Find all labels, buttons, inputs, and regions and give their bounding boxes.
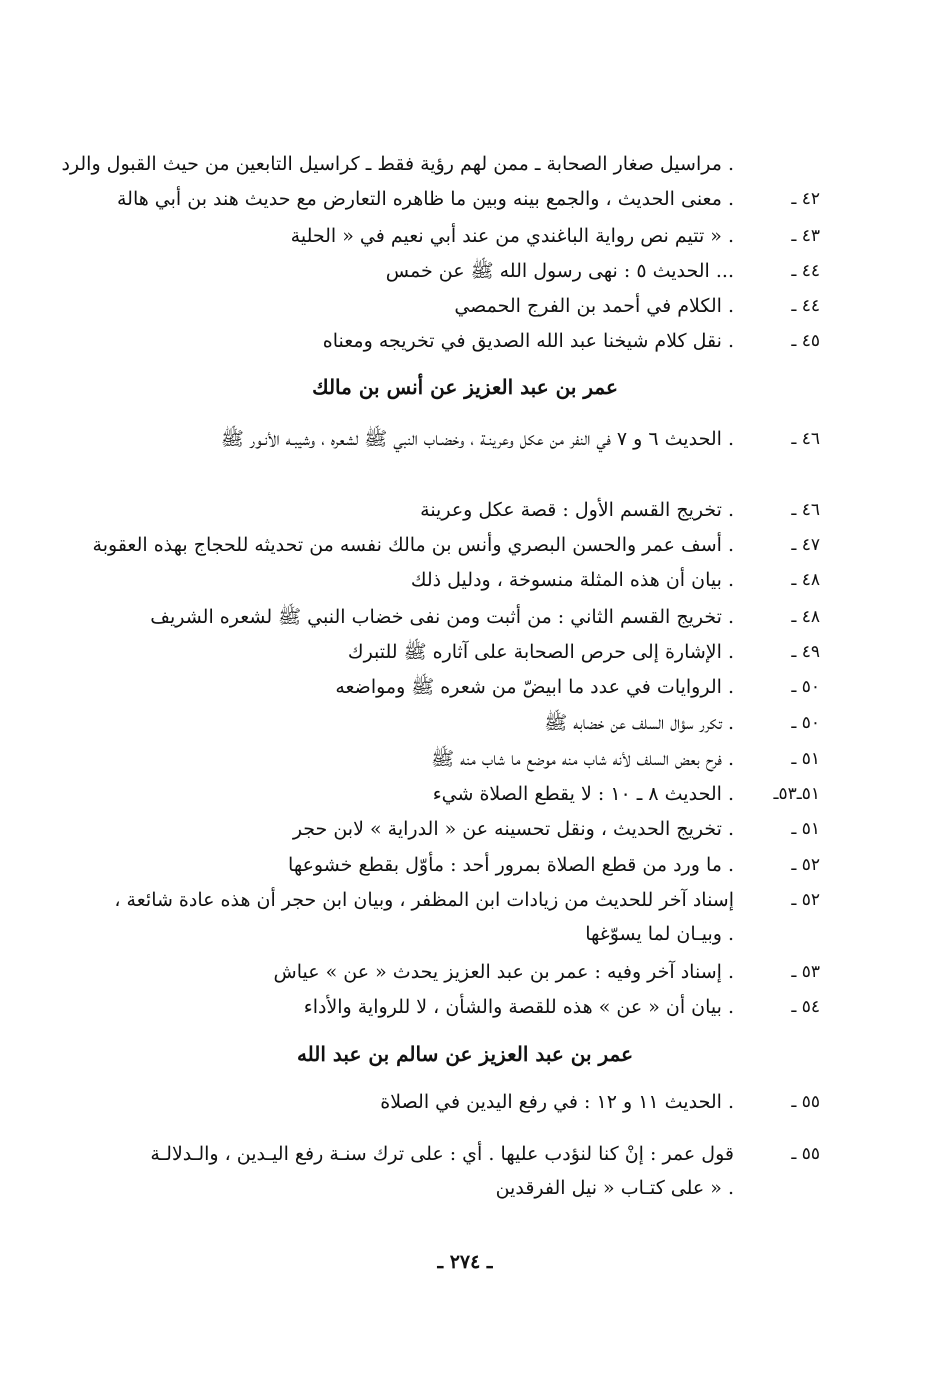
entry-page-number: ٤٨ ـ <box>791 607 820 627</box>
section-heading: عمر بن عبد العزيز عن أنس بن مالك <box>312 375 618 399</box>
entry-page-number: ٤٨ ـ <box>791 570 820 590</box>
entry-text: الكلام في أحمد بن الفرج الحمصي . <box>454 295 734 317</box>
entry-page-number: ٤٤ ـ <box>791 261 820 281</box>
entry-text: أسف عمر والحسن البصري وأنس بن مالك نفسه من تحديثه للحجاج بهذه العقوبة . <box>92 534 734 556</box>
entry-page-number: ٤٥ ـ <box>791 331 820 351</box>
entry-text: تخريج القسم الأول : قصة عكل وعرينة . <box>420 499 734 521</box>
entry-text: ما ورد من قطع الصلاة بمرور أحد : مأوّل بقطع خشوعها . <box>288 854 734 876</box>
entry-text: تتيم نص رواية الباغندي من عند أبي نعيم في « الحلية » . <box>290 225 734 247</box>
entry-page-number: ٥٢ ـ <box>791 855 820 875</box>
entry-page-number: ٤٦ ـ <box>791 500 820 520</box>
entry-page-number: ٥٠ ـ <box>791 677 820 697</box>
entry-text: الحديث ١١ و ١٢ : في رفع اليدين في الصلاة . <box>380 1091 734 1113</box>
entry-page-number: ٤٤ ـ <box>791 296 820 316</box>
entry-page-number: ٥٠ ـ <box>791 713 820 733</box>
entry-text: تخريج الحديث ، ونقل تحسينه عن « الدراية » لابن حجر . <box>292 818 734 840</box>
entry-text: الإشارة إلى حرص الصحابة على آثاره ﷺ للتبرك . <box>347 641 734 663</box>
entry-text: تكرر سؤال السلف عن خضابه ﷺ . <box>544 712 734 734</box>
entry-text: معنى الحديث ، والجمع بينه وبين ما ظاهره التعارض مع حديث هند بن أبي هالة . <box>116 188 734 210</box>
entry-page-number: ٥٥ ـ <box>791 1144 820 1164</box>
entry-page-number: ٥١ـ٥٣ـ <box>773 784 820 804</box>
entry-page-number: ٤٢ ـ <box>791 189 820 209</box>
entry-page-number: ٥٤ ـ <box>791 997 820 1017</box>
entry-page-number: ٥٥ ـ <box>791 1092 820 1112</box>
entry-text: الحديث ٥ : نهى رسول الله ﷺ عن خمس ... <box>385 260 734 282</box>
entry-page-number: ٥٣ ـ <box>791 962 820 982</box>
section-heading: عمر بن عبد العزيز عن سالم بن عبد الله <box>296 1042 634 1066</box>
entry-text: بيان أن هذه المثلة منسوخة ، ودليل ذلك . <box>410 569 734 591</box>
entry-text: مراسيل صغار الصحابة ـ ممن لهم رؤية فقط ـ كراسيل التابعين من حيث القبول والرد . <box>61 153 734 175</box>
entry-page-number: ٤٩ ـ <box>791 642 820 662</box>
entry-text: إسناد آخر وفيه : عمر بن عبد العزيز يحدث « عن » عياش . <box>273 961 734 983</box>
entry-text: قول عمر : إنْ كنا لنؤدب عليها . أي : على ترك سنـة رفع اليـدين ، والـدلالـة على كتـاب « نيل الفرقدين » . <box>150 1143 734 1199</box>
entry-text: الروايات في عدد ما ابيضّ من شعره ﷺ ومواضعه . <box>335 676 734 698</box>
entry-page-number: ٤٧ ـ <box>791 535 820 555</box>
entry-text: بيان أن « عن » هذه للقصة والشأن ، لا للرواية والأداء . <box>303 996 734 1018</box>
entry-text: إسناد آخر للحديث من زيادات ابن المظفر ، وبيان ابن حجر أن هذه عادة شائعة ، وبيـان لما يسوّغها . <box>114 889 734 945</box>
entry-text: تخريج القسم الثاني : من أثبت ومن نفى خضاب النبي ﷺ لشعره الشريف . <box>150 606 734 628</box>
entry-page-number: ٥٢ ـ <box>791 890 820 910</box>
entry-text: الحديث ٦ و ٧ في النفر من عكل وعرينـة ، وخضـاب النبي ﷺ لشعره ، وشيبـه الأنـور ﷺ . <box>220 428 734 450</box>
entry-page-number: ٥١ ـ <box>791 749 820 769</box>
entry-page-number: ٤٦ ـ <box>791 429 820 449</box>
entry-page-number: ٥١ ـ <box>791 819 820 839</box>
entry-text: نقل كلام شيخنا عبد الله الصديق في تخريجه ومعناه . <box>322 330 734 352</box>
entry-page-number: ٤٣ ـ <box>791 226 820 246</box>
entry-text: فرح بعض السلف لأنه شاب منه موضع ما شاب منه ﷺ . <box>431 748 734 770</box>
page-number-footer: ـ ٢٧٤ ـ <box>437 1251 493 1273</box>
entry-text: الحديث ٨ ـ ١٠ : لا يقطع الصلاة شيء . <box>432 783 734 805</box>
